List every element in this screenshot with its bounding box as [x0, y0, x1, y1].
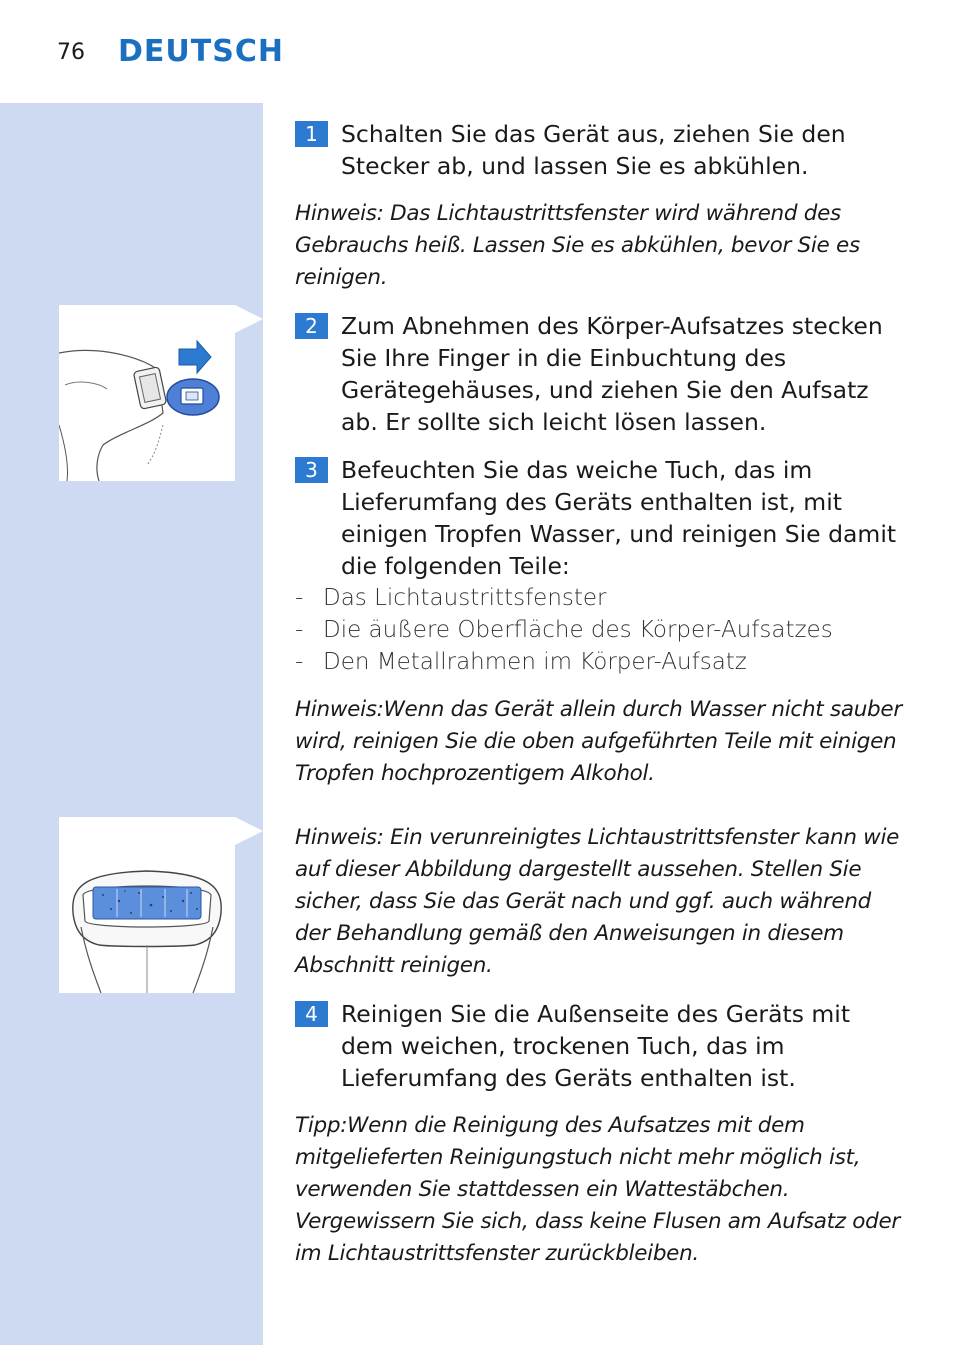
page-number: 76	[57, 40, 85, 65]
step-number-badge: 3	[295, 457, 328, 483]
step-1	[295, 118, 905, 182]
note-alcohol: Hinweis:Wenn das Gerät allein durch Wasser nicht sauber wird, reinigen Sie die oben aufgeführten Teile mit einigen Tropfen hochprozentigem Alkohol.	[295, 697, 902, 786]
list-item: - Den Metallrahmen im Körper-Aufsatz	[295, 649, 747, 675]
step-text: Befeuchten Sie das weiche Tuch, das im Lieferumfang des Geräts enthalten ist, mit einigen Tropfen Wasser, und reinigen Sie damit die folgenden Teile:	[341, 456, 897, 580]
main-content	[295, 118, 905, 1286]
step-number-badge: 4	[295, 1001, 328, 1027]
note-hot-window: Hinweis: Das Lichtaustrittsfenster wird während des Gebrauchs heiß. Lassen Sie es abkühlen, bevor Sie es reinigen.	[295, 201, 860, 290]
device-window-drawing	[59, 817, 235, 993]
note-dirty-window: Hinweis: Ein verunreinigtes Lichtaustrittsfenster kann wie auf dieser Abbildung dargestellt aussehen. Stellen Sie sicher, dass Sie das Gerät nach und ggf. auch während der Behandlung gemäß den Anweisungen in diesem Abschnitt reinigen.	[295, 825, 900, 978]
step-number-badge: 2	[295, 313, 328, 339]
tip-cotton-swab: Tipp:Wenn die Reinigung des Aufsatzes mit dem mitgelieferten Reinigungstuch nicht mehr möglich ist, verwenden Sie stattdessen ein Wattestäbchen. Vergewissern Sie sich, dass keine Flusen am Aufsatz oder im Lichtaustrittsfenster zurückbleiben.	[295, 1113, 900, 1266]
device-attachment-drawing	[59, 305, 235, 481]
step-4	[295, 998, 905, 1094]
step-2	[295, 310, 905, 438]
step-text: Reinigen Sie die Außenseite des Geräts mit dem weichen, trockenen Tuch, das im Lieferumfang des Geräts enthalten ist.	[341, 1000, 851, 1092]
section-title: DEUTSCH	[118, 34, 284, 69]
step-number-badge: 1	[295, 121, 328, 147]
callout-pointer	[235, 817, 263, 845]
arrow-right-icon	[179, 341, 211, 373]
dirty-window-illustration	[59, 817, 235, 993]
callout-pointer	[235, 305, 263, 333]
sidebar-panel	[0, 103, 263, 1345]
list-item: - Die äußere Oberfläche des Körper-Aufsatzes	[295, 617, 833, 643]
step-3	[295, 454, 905, 582]
step-text: Schalten Sie das Gerät aus, ziehen Sie den Stecker ab, und lassen Sie es abkühlen.	[341, 120, 846, 180]
attachment-removal-illustration	[59, 305, 235, 481]
list-item: - Das Lichtaustrittsfenster	[295, 585, 607, 611]
step-text: Zum Abnehmen des Körper-Aufsatzes stecken Sie Ihre Finger in die Einbuchtung des Gerätegehäuses, und ziehen Sie den Aufsatz ab. Er sollte sich leicht lösen lassen.	[341, 312, 883, 436]
cleaning-parts-list	[295, 582, 905, 678]
